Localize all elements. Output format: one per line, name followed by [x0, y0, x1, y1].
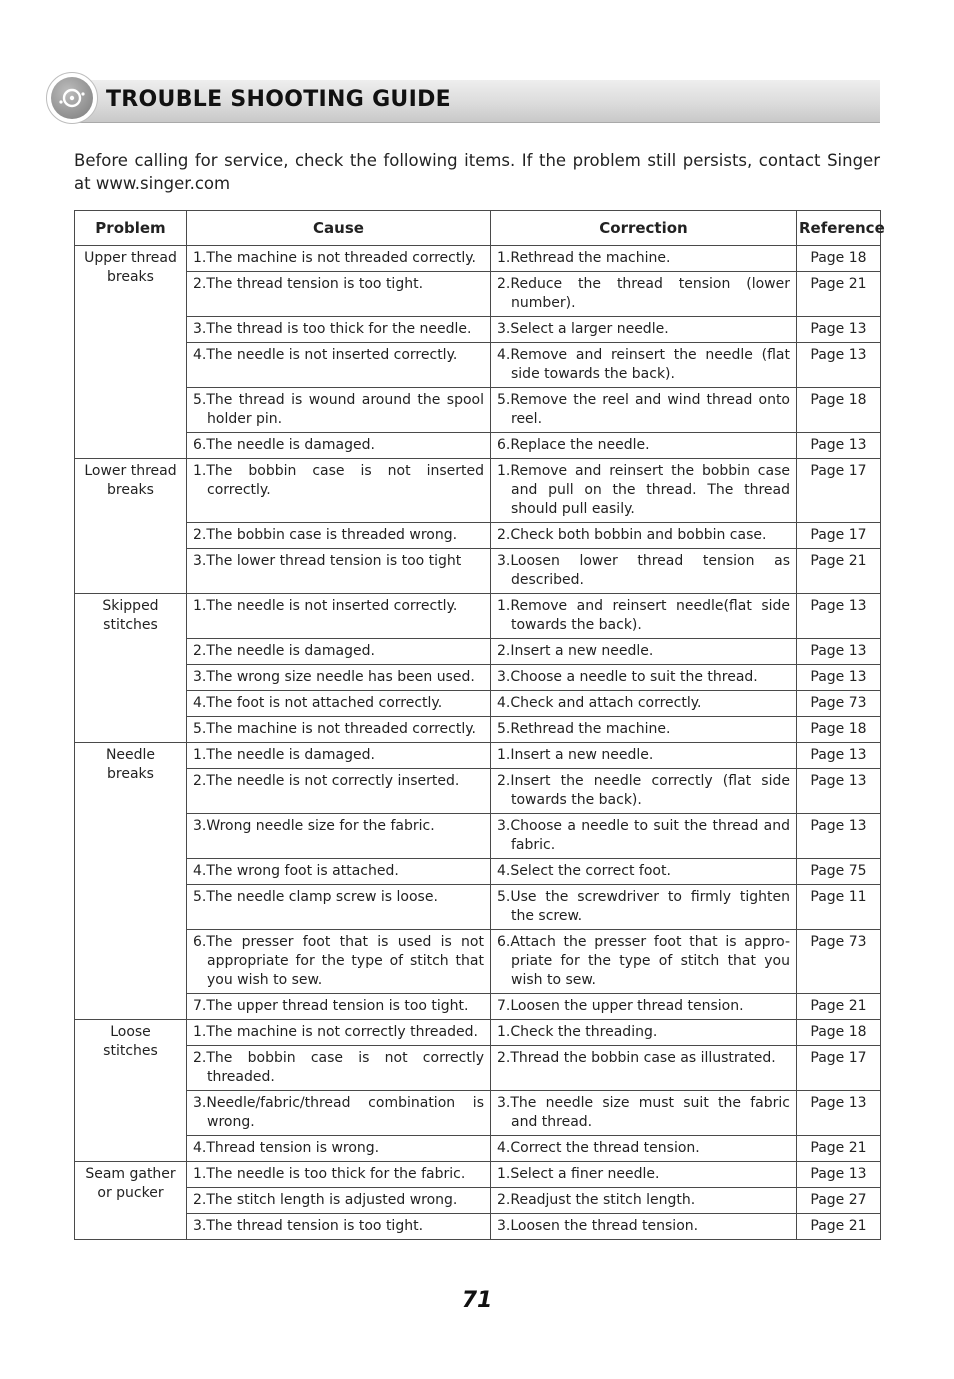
correction-text: 1.Rethread the machine.: [497, 250, 671, 266]
cause-text: 7.The upper thread tension is too tight.: [193, 998, 469, 1014]
cause-cell: [187, 717, 491, 743]
cause-text: 5.The needle clamp screw is loose.: [193, 889, 438, 905]
reference-cell: Page 27: [797, 1188, 881, 1214]
cause-cell: [187, 594, 491, 639]
correction-cell: [491, 433, 797, 459]
correction-text: 1.Insert a new needle.: [497, 747, 654, 763]
cause-cell: [187, 523, 491, 549]
table-row: [75, 272, 881, 317]
correction-text: 6.Replace the needle.: [497, 437, 650, 453]
correction-cell: [491, 1020, 797, 1046]
problem-cell-loose-stitches: Loose stitches: [75, 1020, 187, 1162]
reference-cell: Page 18: [797, 388, 881, 433]
table-row: [75, 665, 881, 691]
cause-cell: [187, 930, 491, 994]
correction-cell: [491, 885, 797, 930]
correction-cell: [491, 717, 797, 743]
table-row: [75, 433, 881, 459]
table-row: [75, 814, 881, 859]
correction-cell: [491, 246, 797, 272]
table-row: [75, 594, 881, 639]
table-row: [75, 930, 881, 994]
correction-cell: [491, 594, 797, 639]
table-row: [75, 769, 881, 814]
gear-dot-icon: [46, 72, 98, 124]
table-body: [75, 246, 881, 1240]
cause-cell: [187, 246, 491, 272]
cause-cell: [187, 1214, 491, 1240]
header-cause: Cause: [187, 211, 491, 246]
table-row: [75, 549, 881, 594]
correction-text: 6.Attach the presser foot that is appro-priate for the type of stitch that you wish to sew.: [497, 934, 790, 988]
cause-text: 2.The bobbin case is not correctly threaded.: [193, 1050, 484, 1085]
reference-cell: Page 17: [797, 459, 881, 523]
correction-cell: [491, 272, 797, 317]
correction-text: 2.Reduce the thread tension (lower number).: [497, 276, 790, 311]
correction-text: 5.Use the screwdriver to firmly tighten the screw.: [497, 889, 790, 924]
correction-cell: [491, 1046, 797, 1091]
correction-cell: [491, 639, 797, 665]
cause-cell: [187, 317, 491, 343]
reference-cell: Page 18: [797, 1020, 881, 1046]
cause-text: 6.The presser foot that is used is not appropriate for the type of stitch that you wish to sew.: [193, 934, 484, 988]
cause-cell: [187, 639, 491, 665]
table-row: [75, 885, 881, 930]
correction-cell: [491, 343, 797, 388]
table-row: [75, 1162, 881, 1188]
table-row: [75, 343, 881, 388]
cause-cell: [187, 1091, 491, 1136]
problem-cell-upper-thread-breaks: Upper thread breaks: [75, 246, 187, 459]
cause-text: 4.Thread tension is wrong.: [193, 1140, 380, 1156]
cause-text: 5.The machine is not threaded correctly.: [193, 721, 476, 737]
reference-cell: Page 21: [797, 1136, 881, 1162]
reference-cell: Page 21: [797, 272, 881, 317]
problem-cell-lower-thread-breaks: Lower thread breaks: [75, 459, 187, 594]
cause-cell: [187, 1046, 491, 1091]
cause-text: 3.The thread is too thick for the needle.: [193, 321, 472, 337]
cause-text: 1.The needle is too thick for the fabric.: [193, 1166, 466, 1182]
cause-text: 5.The thread is wound around the spool holder pin.: [193, 392, 484, 427]
reference-cell: Page 18: [797, 246, 881, 272]
problem-cell-skipped-stitches: Skipped stitches: [75, 594, 187, 743]
cause-cell: [187, 1020, 491, 1046]
correction-text: 1.Remove and reinsert the bobbin case and pull on the thread. The thread should pull easily.: [497, 463, 790, 517]
correction-cell: [491, 930, 797, 994]
correction-cell: [491, 459, 797, 523]
reference-cell: Page 13: [797, 343, 881, 388]
table-row: [75, 1020, 881, 1046]
reference-cell: Page 21: [797, 549, 881, 594]
correction-cell: [491, 1188, 797, 1214]
cause-text: 4.The needle is not inserted correctly.: [193, 347, 458, 363]
cause-cell: [187, 1188, 491, 1214]
cause-text: 4.The wrong foot is attached.: [193, 863, 399, 879]
reference-cell: Page 73: [797, 930, 881, 994]
correction-text: 4.Remove and reinsert the needle (flat side towards the back).: [497, 347, 790, 382]
cause-cell: [187, 994, 491, 1020]
correction-cell: [491, 1162, 797, 1188]
reference-cell: Page 17: [797, 1046, 881, 1091]
table-row: [75, 1091, 881, 1136]
cause-cell: [187, 743, 491, 769]
cause-text: 2.The needle is damaged.: [193, 643, 375, 659]
table-row: [75, 639, 881, 665]
reference-cell: Page 21: [797, 1214, 881, 1240]
cause-text: 1.The needle is damaged.: [193, 747, 375, 763]
correction-text: 2.Readjust the stitch length.: [497, 1192, 696, 1208]
reference-cell: Page 21: [797, 994, 881, 1020]
cause-cell: [187, 459, 491, 523]
cause-text: 3.Needle/fabric/thread combination is wrong.: [193, 1095, 484, 1130]
reference-cell: Page 18: [797, 717, 881, 743]
table-row: [75, 388, 881, 433]
correction-text: 3.Loosen lower thread tension as described.: [497, 553, 790, 588]
table-row: [75, 859, 881, 885]
table-row: [75, 994, 881, 1020]
cause-cell: [187, 388, 491, 433]
correction-text: 2.Check both bobbin and bobbin case.: [497, 527, 767, 543]
reference-cell: Page 13: [797, 1091, 881, 1136]
cause-cell: [187, 814, 491, 859]
correction-cell: [491, 769, 797, 814]
cause-text: 2.The bobbin case is threaded wrong.: [193, 527, 458, 543]
table-row: [75, 717, 881, 743]
problem-cell-needle-breaks: Needle breaks: [75, 743, 187, 1020]
correction-cell: [491, 665, 797, 691]
cause-cell: [187, 272, 491, 317]
table-row: [75, 459, 881, 523]
cause-text: 1.The bobbin case is not inserted correctly.: [193, 463, 484, 498]
cause-cell: [187, 549, 491, 594]
reference-cell: Page 13: [797, 814, 881, 859]
table-row: [75, 1214, 881, 1240]
cause-cell: [187, 1136, 491, 1162]
correction-text: 5.Rethread the machine.: [497, 721, 671, 737]
cause-cell: [187, 769, 491, 814]
correction-cell: [491, 523, 797, 549]
reference-cell: Page 13: [797, 433, 881, 459]
cause-text: 1.The machine is not threaded correctly.: [193, 250, 476, 266]
cause-text: 2.The needle is not correctly inserted.: [193, 773, 460, 789]
cause-text: 3.The wrong size needle has been used.: [193, 669, 475, 685]
cause-text: 2.The thread tension is too tight.: [193, 276, 424, 292]
table-row: [75, 691, 881, 717]
correction-text: 1.Select a finer needle.: [497, 1166, 660, 1182]
reference-cell: Page 75: [797, 859, 881, 885]
table-row: [75, 246, 881, 272]
cause-cell: [187, 1162, 491, 1188]
correction-text: 1.Check the threading.: [497, 1024, 658, 1040]
table-row: [75, 1046, 881, 1091]
reference-cell: Page 13: [797, 1162, 881, 1188]
table-row: [75, 1136, 881, 1162]
table-row: [75, 317, 881, 343]
correction-cell: [491, 1091, 797, 1136]
correction-text: 3.Loosen the thread tension.: [497, 1218, 699, 1234]
section-header: [46, 72, 882, 126]
correction-text: 2.Insert a new needle.: [497, 643, 654, 659]
cause-cell: [187, 433, 491, 459]
cause-text: 3.Wrong needle size for the fabric.: [193, 818, 435, 834]
correction-text: 3.Choose a needle to suit the thread.: [497, 669, 758, 685]
correction-cell: [491, 743, 797, 769]
correction-cell: [491, 691, 797, 717]
correction-text: 4.Select the correct foot.: [497, 863, 671, 879]
correction-cell: [491, 814, 797, 859]
reference-cell: Page 13: [797, 317, 881, 343]
correction-cell: [491, 549, 797, 594]
troubleshooting-table: [74, 210, 885, 1240]
cause-cell: [187, 859, 491, 885]
correction-cell: [491, 1136, 797, 1162]
cause-text: 6.The needle is damaged.: [193, 437, 375, 453]
correction-cell: [491, 317, 797, 343]
correction-cell: [491, 859, 797, 885]
correction-text: 4.Check and attach correctly.: [497, 695, 702, 711]
cause-cell: [187, 691, 491, 717]
header-problem: Problem: [75, 211, 187, 246]
intro-paragraph: Before calling for service, check the following items. If the problem still persists, contact Singer at www.singer.com: [74, 151, 880, 193]
cause-text: 3.The lower thread tension is too tight: [193, 553, 462, 569]
reference-cell: Page 13: [797, 639, 881, 665]
cause-text: 3.The thread tension is too tight.: [193, 1218, 424, 1234]
table-row: [75, 1188, 881, 1214]
table-header-row: [75, 211, 881, 246]
header-reference: Reference: [797, 211, 881, 246]
correction-cell: [491, 994, 797, 1020]
cause-text: 2.The stitch length is adjusted wrong.: [193, 1192, 458, 1208]
reference-cell: Page 11: [797, 885, 881, 930]
reference-cell: Page 13: [797, 743, 881, 769]
table-row: [75, 743, 881, 769]
reference-cell: Page 13: [797, 769, 881, 814]
cause-text: 1.The needle is not inserted correctly.: [193, 598, 458, 614]
cause-text: 1.The machine is not correctly threaded.: [193, 1024, 478, 1040]
correction-text: 5.Remove the reel and wind thread onto reel.: [497, 392, 790, 427]
header-correction: Correction: [491, 211, 797, 246]
cause-text: 4.The foot is not attached correctly.: [193, 695, 443, 711]
page-title: TROUBLE SHOOTING GUIDE: [106, 87, 451, 112]
correction-text: 1.Remove and reinsert needle(flat side towards the back).: [497, 598, 790, 633]
reference-cell: Page 13: [797, 594, 881, 639]
cause-cell: [187, 665, 491, 691]
correction-text: 2.Thread the bobbin case as illustrated.: [497, 1050, 776, 1066]
problem-cell-seam-gather-or-pucker: Seam gather or pucker: [75, 1162, 187, 1240]
correction-text: 3.Select a larger needle.: [497, 321, 669, 337]
correction-text: 4.Correct the thread tension.: [497, 1140, 700, 1156]
correction-cell: [491, 1214, 797, 1240]
correction-text: 7.Loosen the upper thread tension.: [497, 998, 744, 1014]
reference-cell: Page 13: [797, 665, 881, 691]
reference-cell: Page 17: [797, 523, 881, 549]
page-number: 71: [461, 1288, 493, 1313]
cause-cell: [187, 885, 491, 930]
reference-cell: Page 73: [797, 691, 881, 717]
correction-cell: [491, 388, 797, 433]
correction-text: 3.Choose a needle to suit the thread and fabric.: [497, 818, 790, 853]
cause-cell: [187, 343, 491, 388]
table-row: [75, 523, 881, 549]
correction-text: 2.Insert the needle correctly (flat side towards the back).: [497, 773, 790, 808]
correction-text: 3.The needle size must suit the fabric and thread.: [497, 1095, 790, 1130]
